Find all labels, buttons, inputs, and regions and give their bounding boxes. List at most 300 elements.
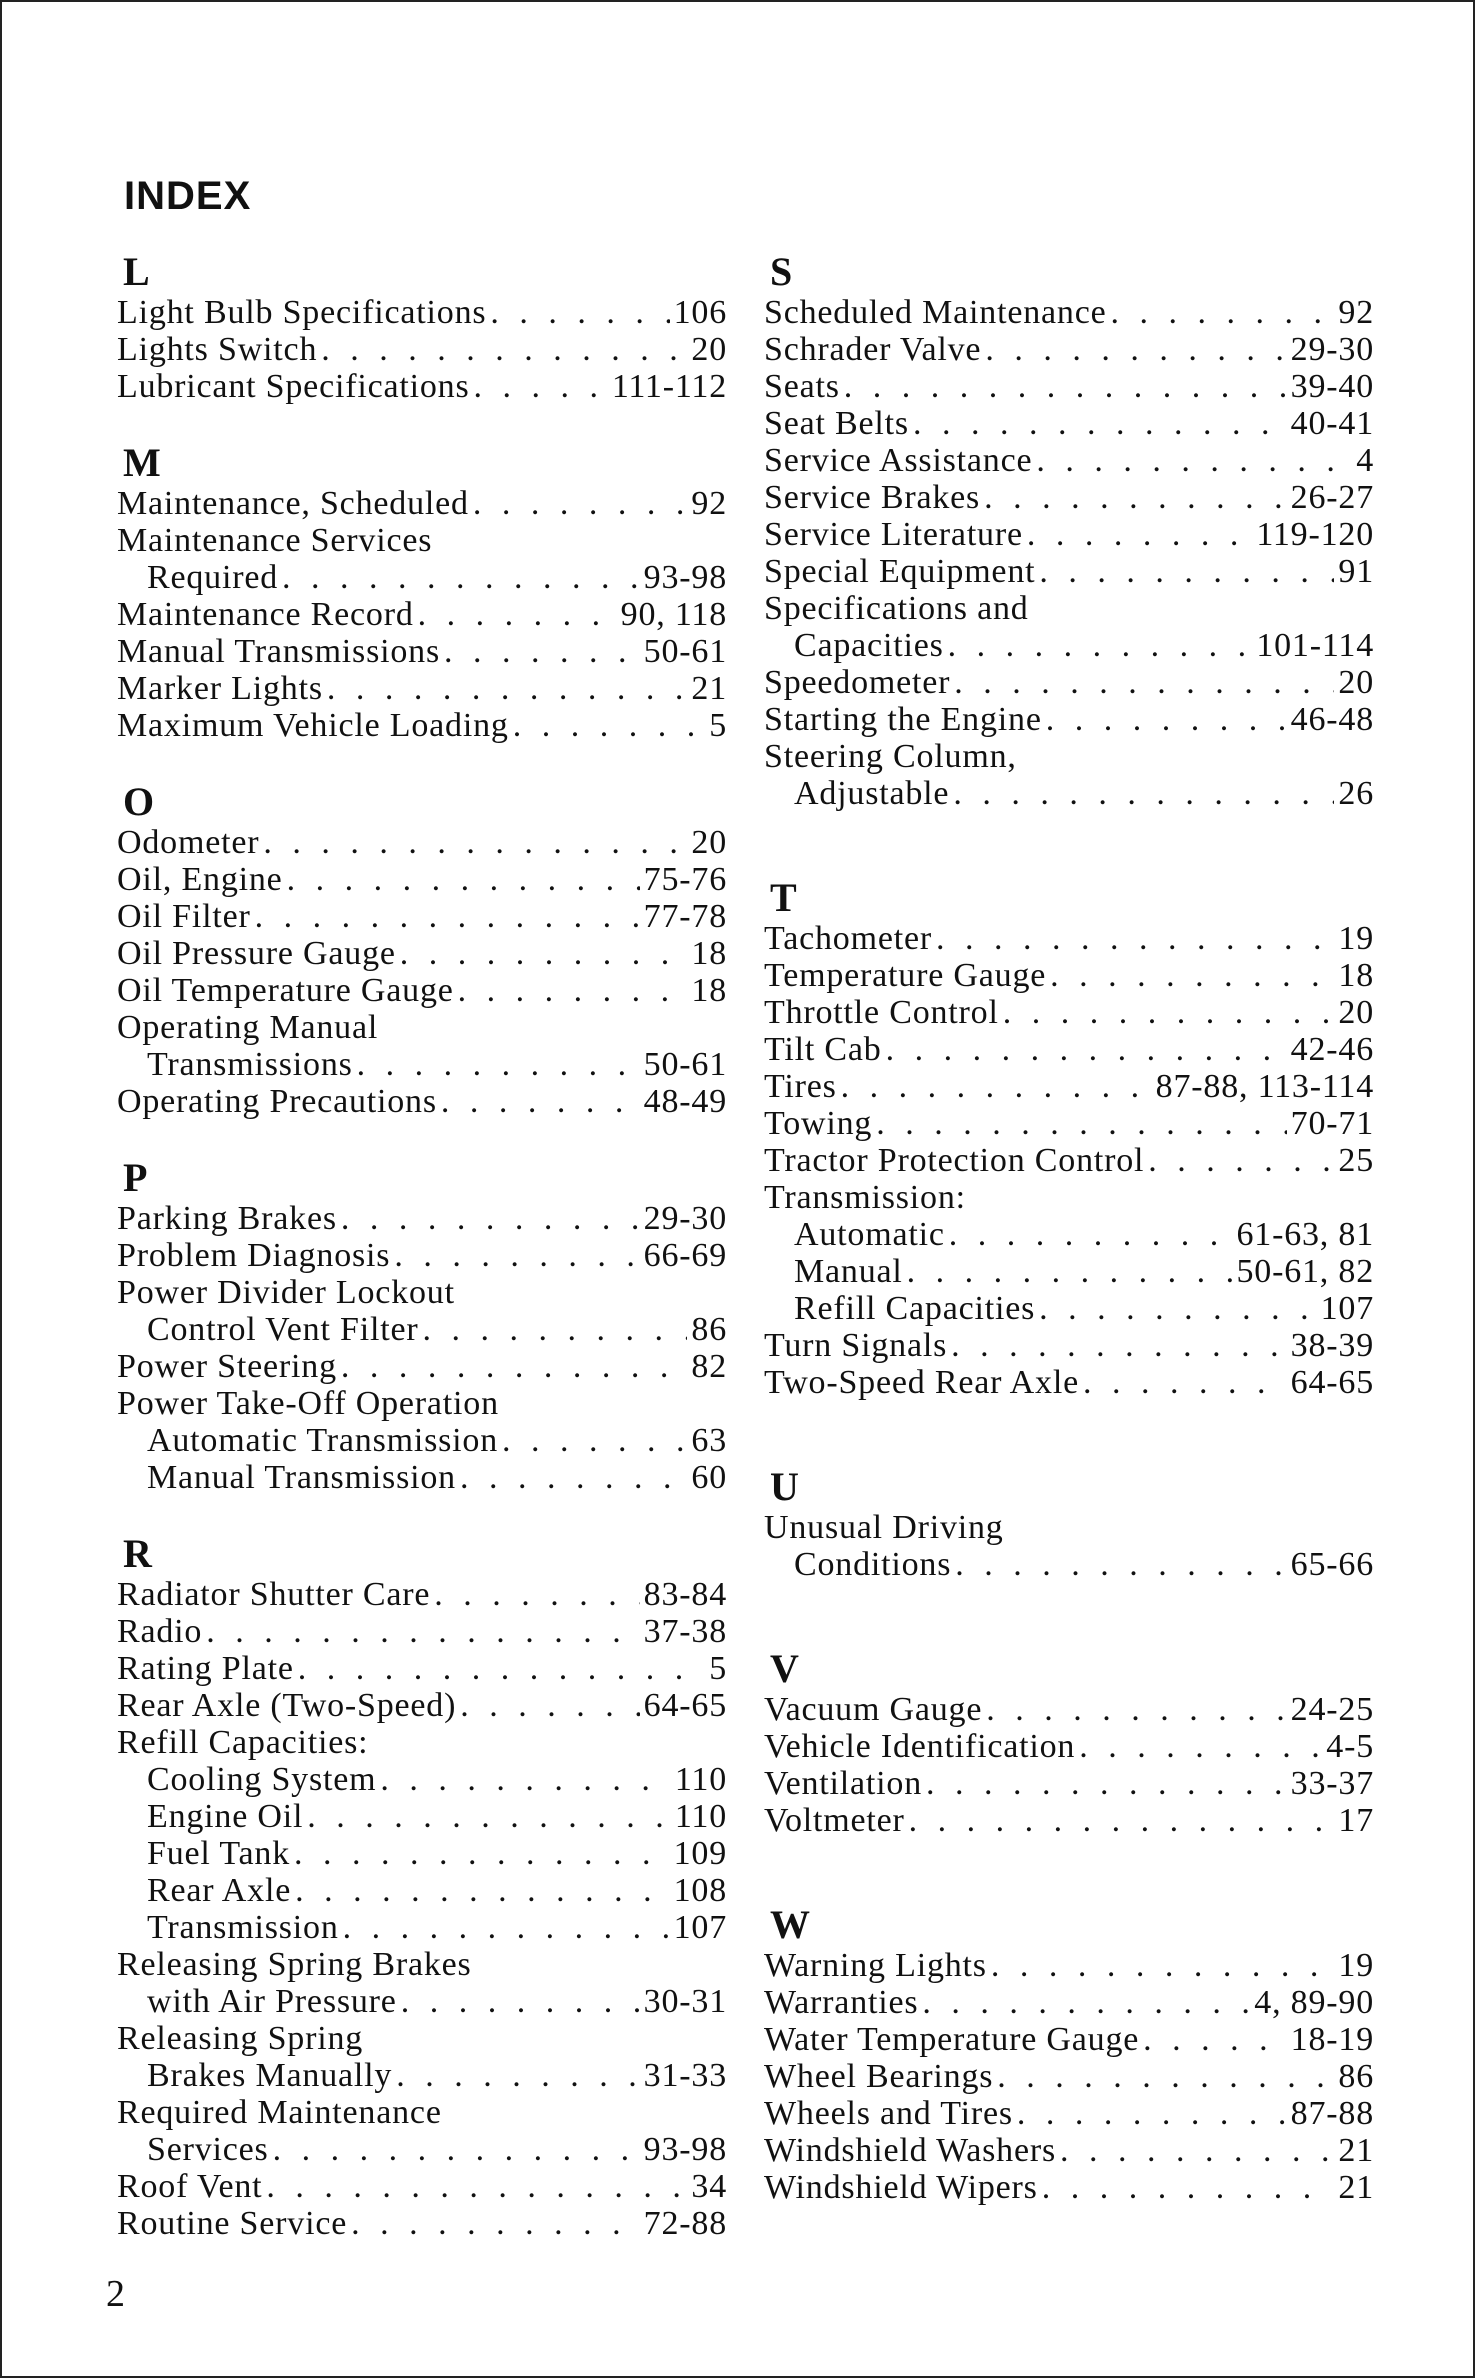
index-entry <box>117 1687 727 1724</box>
index-entry <box>764 1728 1374 1765</box>
index-entry <box>117 1459 727 1496</box>
entry-pages: 4 <box>1356 442 1374 479</box>
dot-leader <box>282 559 640 596</box>
entry-label: Service Assistance <box>764 442 1033 479</box>
entry-label: Manual <box>794 1253 903 1290</box>
dot-leader <box>913 405 1287 442</box>
index-entry <box>117 2205 727 2242</box>
entry-pages: 63 <box>691 1422 727 1459</box>
entry-pages: 26-27 <box>1290 479 1374 516</box>
entry-pages: 33-37 <box>1290 1765 1374 1802</box>
dot-leader <box>984 479 1287 516</box>
entry-label: Marker Lights <box>117 670 323 707</box>
entry-label: Lubricant Specifications <box>117 368 470 405</box>
section-spacer <box>117 744 727 780</box>
entry-label: Vehicle Identification <box>764 1728 1076 1765</box>
index-entry <box>764 516 1374 553</box>
dot-leader <box>986 1691 1286 1728</box>
entry-pages: 4, 89-90 <box>1254 1984 1374 2021</box>
index-section-t <box>764 876 1374 1401</box>
index-entry <box>764 1509 1374 1546</box>
index-entry <box>764 994 1374 1031</box>
index-section-v <box>764 1647 1374 1839</box>
entry-pages: 101-114 <box>1256 627 1374 664</box>
entry-label: Routine Service <box>117 2205 348 2242</box>
index-entry <box>764 664 1374 701</box>
entry-label: Manual Transmission <box>147 1459 456 1496</box>
dot-leader <box>955 1546 1286 1583</box>
index-entry <box>117 559 727 596</box>
index-entry <box>764 2095 1374 2132</box>
entry-label: Fuel Tank <box>147 1835 291 1872</box>
entry-pages: 72-88 <box>643 2205 727 2242</box>
index-entry <box>117 2020 727 2057</box>
entry-pages: 111-112 <box>611 368 727 405</box>
entry-label: Power Steering <box>117 1348 337 1385</box>
index-entry <box>117 294 727 331</box>
section-letter: W <box>770 1902 810 1947</box>
index-entry <box>117 2094 727 2131</box>
index-entry <box>764 331 1374 368</box>
section-letter: L <box>123 249 150 294</box>
dot-leader <box>396 2057 639 2094</box>
entry-pages: 20 <box>1338 664 1374 701</box>
dot-leader <box>473 368 607 405</box>
index-entry <box>764 1216 1374 1253</box>
dot-leader <box>357 1046 640 1083</box>
index-entry <box>117 1200 727 1237</box>
entry-label: Voltmeter <box>764 1802 905 1839</box>
entry-label: Specifications and <box>764 590 1029 627</box>
index-entry <box>764 1179 1374 1216</box>
entry-label: Refill Capacities: <box>117 1724 369 1761</box>
index-entry <box>117 861 727 898</box>
dot-leader <box>460 1459 687 1496</box>
page-number: 2 <box>106 2273 125 2315</box>
index-section-w <box>764 1903 1374 2206</box>
entry-label: Conditions <box>794 1546 952 1583</box>
dot-leader <box>1111 294 1335 331</box>
entry-label: Manual Transmissions <box>117 633 440 670</box>
dot-leader <box>907 1253 1233 1290</box>
entry-pages: 21 <box>1338 2169 1374 2206</box>
entry-pages: 5 <box>709 1650 727 1687</box>
entry-pages: 21 <box>691 670 727 707</box>
index-entry <box>117 1237 727 1274</box>
entry-pages: 20 <box>691 824 727 861</box>
entry-label: Required Maintenance <box>117 2094 442 2131</box>
dot-leader <box>1079 1728 1322 1765</box>
index-entry <box>764 590 1374 627</box>
entry-pages: 75-76 <box>643 861 727 898</box>
entry-pages: 65-66 <box>1290 1546 1374 1583</box>
index-entry <box>764 1068 1374 1105</box>
entry-label: Service Literature <box>764 516 1023 553</box>
dot-leader <box>401 1983 640 2020</box>
index-entry <box>764 1031 1374 1068</box>
index-section-o <box>117 780 727 1120</box>
section-spacer <box>764 812 1374 876</box>
index-section-s <box>764 250 1374 812</box>
index-entry <box>117 2168 727 2205</box>
dot-leader <box>926 1765 1287 1802</box>
entry-label: Special Equipment <box>764 553 1036 590</box>
entry-label: Turn Signals <box>764 1327 948 1364</box>
entry-label: Warranties <box>764 1984 919 2021</box>
entry-label: Oil Filter <box>117 898 251 935</box>
entry-pages: 31-33 <box>643 2057 727 2094</box>
index-entry <box>764 2058 1374 2095</box>
entry-label: Maintenance Record <box>117 596 414 633</box>
entry-label: Capacities <box>794 627 944 664</box>
entry-label: Maintenance Services <box>117 522 433 559</box>
dot-leader <box>1083 1364 1287 1401</box>
entry-label: Parking Brakes <box>117 1200 337 1237</box>
entry-label: Maximum Vehicle Loading <box>117 707 509 744</box>
index-entry <box>117 1576 727 1613</box>
entry-label: Scheduled Maintenance <box>764 294 1107 331</box>
entry-pages: 50-61, 82 <box>1236 1253 1374 1290</box>
entry-label: Control Vent Filter <box>147 1311 419 1348</box>
section-spacer <box>117 1120 727 1156</box>
dot-leader <box>1143 2021 1287 2058</box>
dot-leader <box>886 1031 1287 1068</box>
entry-label: Automatic Transmission <box>147 1422 499 1459</box>
entry-label: Wheels and Tires <box>764 2095 1013 2132</box>
entry-pages: 93-98 <box>643 559 727 596</box>
entry-label: Power Divider Lockout <box>117 1274 455 1311</box>
dot-leader <box>458 972 688 1009</box>
entry-label: Vacuum Gauge <box>764 1691 983 1728</box>
section-spacer <box>764 1583 1374 1647</box>
dot-leader <box>844 368 1287 405</box>
index-entry <box>764 2021 1374 2058</box>
dot-leader <box>1039 553 1334 590</box>
dot-leader <box>1148 1142 1334 1179</box>
entry-pages: 106 <box>673 294 727 331</box>
entry-label: Tractor Protection Control <box>764 1142 1145 1179</box>
index-entry <box>117 1348 727 1385</box>
section-spacer <box>764 1401 1374 1465</box>
entry-label: Oil, Engine <box>117 861 283 898</box>
index-entry <box>117 331 727 368</box>
index-entry <box>764 1253 1374 1290</box>
entry-label: Temperature Gauge <box>764 957 1047 994</box>
entry-pages: 20 <box>691 331 727 368</box>
index-section-u <box>764 1465 1374 1583</box>
index-entry <box>764 1142 1374 1179</box>
index-entry <box>117 1274 727 1311</box>
entry-label: Lights Switch <box>117 331 318 368</box>
entry-pages: 50-61 <box>643 1046 727 1083</box>
entry-label: Service Brakes <box>764 479 981 516</box>
entry-pages: 86 <box>1338 2058 1374 2095</box>
entry-label: Transmission: <box>764 1179 966 1216</box>
index-entry <box>764 294 1374 331</box>
index-entry <box>117 1798 727 1835</box>
index-entry <box>117 1311 727 1348</box>
entry-pages: 26 <box>1338 775 1374 812</box>
entry-pages: 110 <box>674 1761 727 1798</box>
entry-label: Problem Diagnosis <box>117 1237 391 1274</box>
page-title: INDEX <box>124 174 252 218</box>
entry-label: Roof Vent <box>117 2168 263 2205</box>
dot-leader <box>1003 994 1335 1031</box>
index-entry <box>764 479 1374 516</box>
dot-leader <box>351 2205 640 2242</box>
entry-pages: 4-5 <box>1326 1728 1374 1765</box>
dot-leader <box>273 2131 640 2168</box>
entry-pages: 109 <box>673 1835 727 1872</box>
index-entry <box>764 2169 1374 2206</box>
entry-pages: 77-78 <box>643 898 727 935</box>
entry-label: Releasing Spring <box>117 2020 364 2057</box>
entry-pages: 86 <box>691 1311 727 1348</box>
entry-pages: 108 <box>673 1872 727 1909</box>
dot-leader <box>418 596 617 633</box>
dot-leader <box>307 1798 671 1835</box>
entry-pages: 107 <box>673 1909 727 1946</box>
dot-leader <box>909 1802 1335 1839</box>
dot-leader <box>473 485 688 522</box>
entry-pages: 42-46 <box>1290 1031 1374 1068</box>
dot-leader <box>513 707 705 744</box>
index-entry <box>117 633 727 670</box>
entry-label: Rear Axle (Two-Speed) <box>117 1687 457 1724</box>
dot-leader <box>876 1105 1286 1142</box>
entry-label: Windshield Washers <box>764 2132 1057 2169</box>
index-entry <box>764 2132 1374 2169</box>
entry-label: Tires <box>764 1068 837 1105</box>
entry-pages: 29-30 <box>643 1200 727 1237</box>
index-entry <box>764 405 1374 442</box>
entry-label: Required <box>147 559 279 596</box>
index-entry <box>117 2131 727 2168</box>
dot-leader <box>1027 516 1252 553</box>
index-section-r <box>117 1532 727 2242</box>
entry-label: Releasing Spring Brakes <box>117 1946 472 1983</box>
dot-leader <box>954 664 1334 701</box>
entry-label: Odometer <box>117 824 260 861</box>
dot-leader <box>922 1984 1250 2021</box>
dot-leader <box>441 1083 640 1120</box>
entry-label: Seat Belts <box>764 405 909 442</box>
entry-pages: 30-31 <box>643 1983 727 2020</box>
entry-pages: 18 <box>691 935 727 972</box>
index-entry <box>117 1385 727 1422</box>
entry-label: with Air Pressure <box>147 1983 397 2020</box>
section-spacer <box>764 1839 1374 1903</box>
entry-label: Rear Axle <box>147 1872 292 1909</box>
index-entry <box>117 1613 727 1650</box>
entry-label: Warning Lights <box>764 1947 987 1984</box>
index-entry <box>117 1835 727 1872</box>
index-entry <box>764 1802 1374 1839</box>
index-entry <box>117 972 727 1009</box>
entry-label: Tachometer <box>764 920 932 957</box>
dot-leader <box>490 294 669 331</box>
section-letter: O <box>123 779 155 824</box>
entry-label: Steering Column, <box>764 738 1017 775</box>
entry-label: Radiator Shutter Care <box>117 1576 431 1613</box>
section-letter: U <box>770 1464 799 1509</box>
entry-label: Adjustable <box>794 775 950 812</box>
entry-pages: 92 <box>1338 294 1374 331</box>
entry-pages: 87-88, 113-114 <box>1155 1068 1374 1105</box>
index-entry <box>764 1546 1374 1583</box>
entry-pages: 38-39 <box>1290 1327 1374 1364</box>
dot-leader <box>343 1909 670 1946</box>
dot-leader <box>298 1650 705 1687</box>
entry-pages: 61-63, 81 <box>1236 1216 1374 1253</box>
dot-leader <box>1060 2132 1334 2169</box>
entry-pages: 48-49 <box>643 1083 727 1120</box>
index-entry <box>117 1761 727 1798</box>
dot-leader <box>434 1576 639 1613</box>
dot-leader <box>953 775 1334 812</box>
entry-pages: 18-19 <box>1290 2021 1374 2058</box>
index-section-m <box>117 441 727 744</box>
section-letter: R <box>123 1531 152 1576</box>
index-entry <box>117 596 727 633</box>
dot-leader <box>460 1687 639 1724</box>
index-section-p <box>117 1156 727 1496</box>
entry-pages: 17 <box>1338 1802 1374 1839</box>
entry-pages: 64-65 <box>1290 1364 1374 1401</box>
entry-pages: 20 <box>1338 994 1374 1031</box>
dot-leader <box>287 861 640 898</box>
dot-leader <box>948 627 1253 664</box>
index-entry <box>764 1984 1374 2021</box>
section-spacer <box>117 1496 727 1532</box>
entry-label: Starting the Engine <box>764 701 1042 738</box>
dot-leader <box>294 1835 670 1872</box>
dot-leader <box>341 1348 688 1385</box>
entry-label: Refill Capacities <box>794 1290 1036 1327</box>
entry-pages: 60 <box>691 1459 727 1496</box>
index-entry <box>764 1765 1374 1802</box>
entry-label: Water Temperature Gauge <box>764 2021 1140 2058</box>
entry-label: Maintenance, Scheduled <box>117 485 469 522</box>
entry-pages: 92 <box>691 485 727 522</box>
entry-pages: 66-69 <box>643 1237 727 1274</box>
index-column-right <box>764 250 1374 2206</box>
entry-pages: 21 <box>1338 2132 1374 2169</box>
dot-leader <box>444 633 640 670</box>
index-entry <box>764 920 1374 957</box>
index-entry <box>764 368 1374 405</box>
entry-pages: 82 <box>691 1348 727 1385</box>
index-entry <box>117 707 727 744</box>
dot-leader <box>394 1237 639 1274</box>
entry-label: Throttle Control <box>764 994 999 1031</box>
dot-leader <box>321 331 687 368</box>
section-spacer <box>117 405 727 441</box>
dot-leader <box>936 920 1334 957</box>
index-column-left <box>117 250 727 2242</box>
section-letter: P <box>123 1155 148 1200</box>
index-entry <box>117 824 727 861</box>
entry-pages: 5 <box>709 707 727 744</box>
entry-label: Ventilation <box>764 1765 922 1802</box>
entry-pages: 87-88 <box>1290 2095 1374 2132</box>
dot-leader <box>1039 1290 1316 1327</box>
section-letter: M <box>123 440 161 485</box>
dot-leader <box>1046 701 1287 738</box>
index-entry <box>764 1691 1374 1728</box>
entry-pages: 46-48 <box>1290 701 1374 738</box>
index-entry <box>764 442 1374 479</box>
index-entry <box>117 1046 727 1083</box>
index-entry <box>117 522 727 559</box>
index-entry <box>764 775 1374 812</box>
index-entry <box>764 701 1374 738</box>
section-letter: T <box>770 875 797 920</box>
index-entry <box>764 957 1374 994</box>
entry-label: Two-Speed Rear Axle <box>764 1364 1079 1401</box>
entry-pages: 83-84 <box>643 1576 727 1613</box>
entry-label: Oil Pressure Gauge <box>117 935 396 972</box>
entry-pages: 19 <box>1338 1947 1374 1984</box>
dot-leader <box>400 935 688 972</box>
index-entry <box>764 1364 1374 1401</box>
entry-pages: 90, 118 <box>620 596 727 633</box>
dot-leader <box>1050 957 1334 994</box>
entry-label: Tilt Cab <box>764 1031 882 1068</box>
index-entry <box>117 898 727 935</box>
entry-pages: 50-61 <box>643 633 727 670</box>
entry-label: Operating Precautions <box>117 1083 437 1120</box>
index-entry <box>764 1105 1374 1142</box>
entry-label: Engine Oil <box>147 1798 304 1835</box>
entry-label: Schrader Valve <box>764 331 982 368</box>
index-entry <box>764 738 1374 775</box>
entry-pages: 34 <box>691 2168 727 2205</box>
section-letter: V <box>770 1646 799 1691</box>
section-letter: S <box>770 249 793 294</box>
entry-pages: 70-71 <box>1290 1105 1374 1142</box>
index-entry <box>764 553 1374 590</box>
dot-leader <box>997 2058 1334 2095</box>
index-entry <box>117 368 727 405</box>
index-entry <box>764 1290 1374 1327</box>
entry-pages: 110 <box>674 1798 727 1835</box>
entry-label: Services <box>147 2131 269 2168</box>
index-entry <box>117 670 727 707</box>
index-section-l <box>117 250 727 405</box>
index-entry <box>117 1872 727 1909</box>
entry-label: Brakes Manually <box>147 2057 393 2094</box>
entry-label: Seats <box>764 368 840 405</box>
entry-pages: 107 <box>1320 1290 1374 1327</box>
entry-pages: 19 <box>1338 920 1374 957</box>
entry-label: Cooling System <box>147 1761 377 1798</box>
entry-label: Oil Temperature Gauge <box>117 972 454 1009</box>
entry-pages: 29-30 <box>1290 331 1374 368</box>
entry-pages: 18 <box>1338 957 1374 994</box>
entry-pages: 91 <box>1338 553 1374 590</box>
entry-label: Speedometer <box>764 664 951 701</box>
entry-label: Windshield Wipers <box>764 2169 1038 2206</box>
index-entry <box>117 1724 727 1761</box>
index-entry <box>117 1983 727 2020</box>
index-entry <box>117 1009 727 1046</box>
entry-label: Rating Plate <box>117 1650 294 1687</box>
index-entry <box>117 2057 727 2094</box>
entry-pages: 37-38 <box>643 1613 727 1650</box>
entry-label: Power Take-Off Operation <box>117 1385 499 1422</box>
index-entry <box>764 1327 1374 1364</box>
